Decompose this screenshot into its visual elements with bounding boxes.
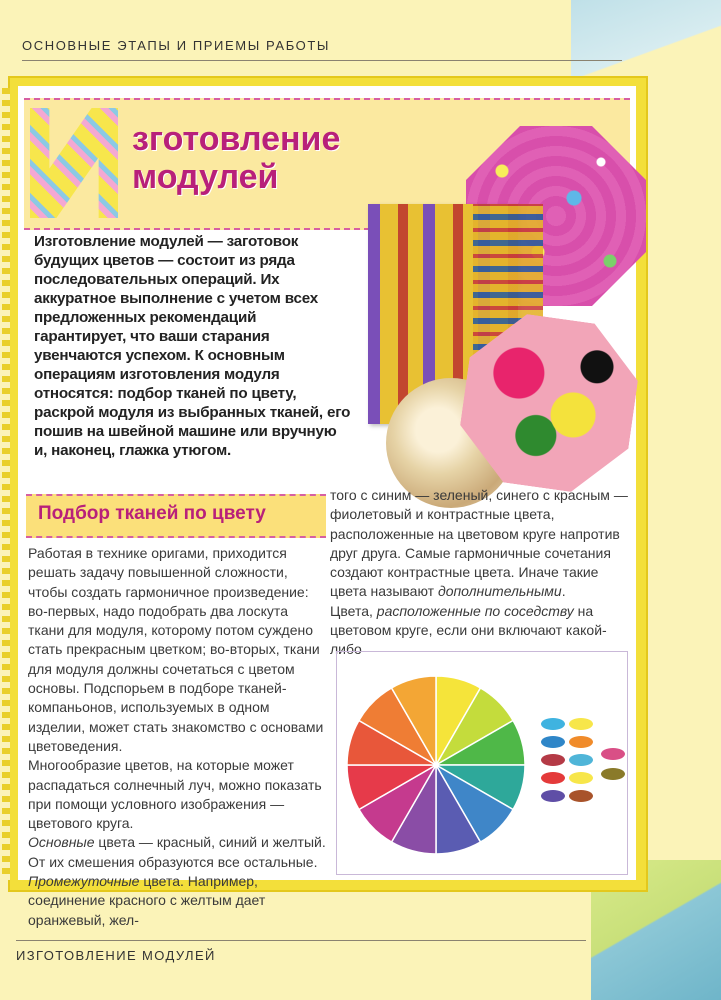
color-swatch <box>569 790 593 802</box>
page-title <box>132 120 340 196</box>
color-swatch <box>569 736 593 748</box>
color-swatch <box>569 772 593 784</box>
right-paragraph-2-end: на цветовом круге, если они включают какой-либо <box>330 602 607 658</box>
footer-rule <box>16 940 586 941</box>
left-paragraph-3 <box>28 833 328 872</box>
color-swatch <box>541 772 565 784</box>
left-paragraph-2: Многообразие цветов, на которые может распадаться солнечный луч, можно показать при помощи условного изображения — цветового круга. <box>28 757 322 832</box>
title-line-1: зготовление <box>132 120 341 158</box>
color-swatch <box>601 748 625 760</box>
right-paragraph-1 <box>330 486 628 602</box>
color-swatches <box>541 718 621 838</box>
right-paragraph-1-text: того с синим — зеленый, синего с красным — фиолетовый и контрастные цвета, расположенные на цветовом круге напротив друг друга. Самые гармоничные сочетания создают контрастные цвета. Иначе такие цвета называют <box>330 487 628 600</box>
section-heading-band <box>26 494 326 538</box>
content-inner <box>18 86 636 928</box>
color-swatch <box>541 718 565 730</box>
color-wheel-figure <box>336 651 628 875</box>
term-primary: Основные <box>28 834 95 851</box>
color-swatch <box>569 718 593 730</box>
running-header: ОСНОВНЫЕ ЭТАПЫ И ПРИЕМЫ РАБОТЫ <box>22 38 331 53</box>
left-paragraph-1: Работая в технике оригами, приходится решать задачу повышенной сложности, чтобы создать гармоничное произведение: во-первых, надо подобрать два лоскута ткани для модуля, которому потом суждено стать прекрасным цветком; во-вторых, ткани для модуля должны сочетаться с цветом основы. Подспорьем в подборе тканей-компаньонов, используемых в одном изделии, может стать знакомство с основами цветоведения. <box>28 545 324 754</box>
footer-chapter: ИЗГОТОВЛЕНИЕ МОДУЛЕЙ <box>16 948 216 963</box>
color-wheel <box>345 674 527 856</box>
color-swatch <box>541 754 565 766</box>
color-swatch <box>601 768 625 780</box>
left-paragraph-3-text: цвета — красный, синий и желтый. От их смешения образуются все остальные. <box>28 834 326 870</box>
right-paragraph-2-text: Цвета, <box>330 602 377 619</box>
header-rule <box>22 60 622 61</box>
left-column <box>28 544 328 930</box>
term-intermediate: Промежуточные <box>28 873 140 890</box>
term-complementary: дополнительными <box>437 583 562 600</box>
color-swatch <box>569 754 593 766</box>
color-swatch <box>541 790 565 802</box>
right-column <box>330 486 628 660</box>
section-heading: Подбор тканей по цвету <box>38 503 266 524</box>
content-panel <box>8 76 648 928</box>
right-paragraph-1-end: . <box>561 583 566 600</box>
intro-paragraph: Изготовление модулей — заготовок будущих цветов — состоит из ряда последовательных операций. Их аккуратное выполнение с учетом всех предложенных рекомендаций гарантирует, что ваши старания увенчаются успехом. К основным операциям изготовления модуля относятся: подбор тканей по цвету, раскрой модуля из выбранных тканей, его пошив на швейной машине или вручную и, наконец, глажка утюгом. <box>34 233 351 459</box>
title-line-2: модулей <box>132 158 279 196</box>
left-paragraph-4-text: цвета. Например, соединение красного с желтым дает оранжевый, жел- <box>28 873 266 928</box>
color-swatch <box>541 736 565 748</box>
left-paragraph-4 <box>28 872 328 930</box>
term-adjacent: расположенные по соседству <box>376 602 574 619</box>
